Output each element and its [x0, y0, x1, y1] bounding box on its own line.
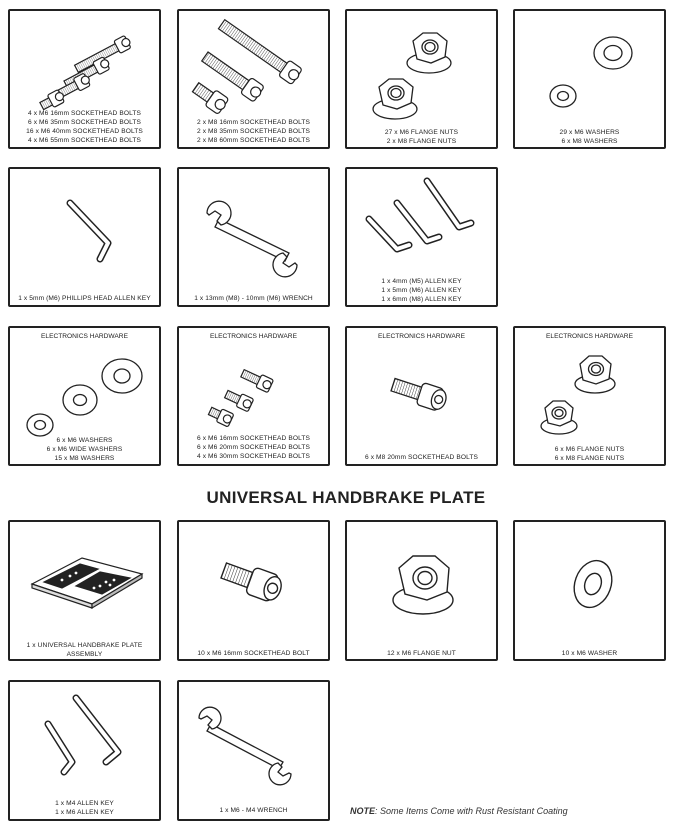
card-m6-flange-nut — [345, 520, 498, 661]
item-line: 6 x M6 WIDE WASHERS — [46, 446, 123, 453]
card-flange-nuts — [345, 9, 498, 149]
wrench-icon — [179, 682, 332, 797]
item-line: 6 x M8 20mm SOCKETHEAD BOLTS — [365, 454, 478, 461]
item-line: 6 x M6 16mm SOCKETHEAD BOLTS — [197, 435, 310, 442]
card-m6-washer — [513, 520, 666, 661]
socket-head-bolts-icon — [179, 328, 332, 438]
item-line: 1 x UNIVERSAL HANDBRAKE PLATE — [26, 642, 143, 649]
washer-icon — [515, 522, 668, 637]
card-m4-m6-allen-keys — [8, 680, 161, 821]
item-line: 1 x 5mm (M6) ALLEN KEY — [381, 287, 462, 294]
item-line: 1 x M6 ALLEN KEY — [55, 809, 114, 816]
flange-nuts-icon — [515, 328, 668, 443]
card-washers — [513, 9, 666, 149]
card-m8-sockethead-bolts — [177, 9, 330, 149]
socket-head-bolt-icon — [179, 522, 332, 637]
item-line: 6 x M6 FLANGE NUTS — [554, 446, 625, 453]
card-electronics-m6-bolts — [177, 326, 330, 466]
socket-head-bolt-icon — [347, 328, 500, 443]
socket-head-bolts-icon — [179, 11, 332, 121]
card-header: ELECTRONICS HARDWARE — [546, 333, 633, 340]
item-line: 1 x 5mm (M6) PHILLIPS HEAD ALLEN KEY — [18, 295, 151, 302]
item-line: 2 x M8 16mm SOCKETHEAD BOLTS — [197, 119, 310, 126]
item-line: 4 x M6 55mm SOCKETHEAD BOLTS — [28, 137, 141, 144]
item-line: 1 x 6mm (M8) ALLEN KEY — [381, 296, 462, 303]
flange-nut-icon — [347, 522, 500, 637]
item-line: 1 x 4mm (M5) ALLEN KEY — [381, 278, 462, 285]
card-m6-sockethead-bolts — [8, 9, 161, 149]
item-line: ASSEMBLY — [66, 651, 103, 658]
item-line: 2 x M8 FLANGE NUTS — [386, 138, 457, 145]
card-wrench — [177, 167, 330, 307]
item-line: 2 x M8 60mm SOCKETHEAD BOLTS — [197, 137, 310, 144]
item-line: 6 x M6 WASHERS — [56, 437, 113, 444]
card-m6-16mm-bolt — [177, 520, 330, 661]
item-line: 10 x M6 16mm SOCKETHEAD BOLT — [197, 650, 310, 657]
item-line: 6 x M8 FLANGE NUTS — [554, 455, 625, 462]
card-electronics-washers — [8, 326, 161, 466]
item-line: 12 x M6 FLANGE NUT — [387, 650, 456, 657]
item-line: 6 x M8 WASHERS — [561, 138, 618, 145]
item-line: 16 x M6 40mm SOCKETHEAD BOLTS — [26, 128, 143, 135]
card-electronics-m8-bolts — [345, 326, 498, 466]
item-line: 4 x M6 16mm SOCKETHEAD BOLTS — [28, 110, 141, 117]
card-m6-m4-wrench — [177, 680, 330, 821]
handbrake-plate-icon — [10, 522, 163, 637]
card-allen-keys — [345, 167, 498, 307]
rust-coating-note — [350, 806, 568, 816]
allen-keys-icon — [10, 682, 163, 797]
item-line: 1 x M4 ALLEN KEY — [55, 800, 114, 807]
item-line: 4 x M6 30mm SOCKETHEAD BOLTS — [197, 453, 310, 460]
wrench-icon — [179, 169, 332, 284]
item-line: 1 x 13mm (M8) - 10mm (M6) WRENCH — [194, 295, 313, 302]
card-phillips-allen-key — [8, 167, 161, 307]
flange-nuts-icon — [347, 11, 500, 126]
item-line: 29 x M6 WASHERS — [559, 129, 620, 136]
washers-icon — [515, 11, 668, 126]
note-text: : Some Items Come with Rust Resistant Coating — [375, 806, 568, 816]
card-header: ELECTRONICS HARDWARE — [41, 333, 128, 340]
washers-icon — [10, 328, 163, 443]
card-electronics-flange-nuts — [513, 326, 666, 466]
item-line: 2 x M8 35mm SOCKETHEAD BOLTS — [197, 128, 310, 135]
card-handbrake-plate — [8, 520, 161, 661]
allen-keys-icon — [347, 169, 500, 274]
allen-key-icon — [10, 169, 163, 284]
item-line: 6 x M6 20mm SOCKETHEAD BOLTS — [197, 444, 310, 451]
item-line: 6 x M6 35mm SOCKETHEAD BOLTS — [28, 119, 141, 126]
section-title: UNIVERSAL HANDBRAKE PLATE — [206, 488, 486, 507]
note-label: NOTE — [350, 806, 376, 816]
socket-head-bolts-icon — [10, 11, 163, 116]
item-line: 27 x M6 FLANGE NUTS — [384, 129, 459, 136]
item-line: 1 x M6 - M4 WRENCH — [219, 807, 288, 814]
item-line: 10 x M6 WASHER — [561, 650, 618, 657]
card-header: ELECTRONICS HARDWARE — [210, 333, 297, 340]
item-line: 15 x M8 WASHERS — [54, 455, 115, 462]
card-header: ELECTRONICS HARDWARE — [378, 333, 465, 340]
